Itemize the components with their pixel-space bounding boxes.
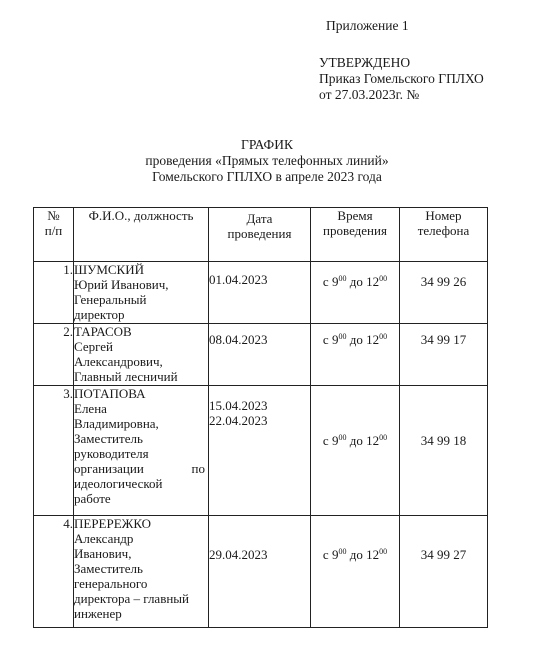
- time-to-minutes: 00: [379, 433, 388, 442]
- col-header-phone-line1: Номер: [425, 208, 462, 223]
- col-header-date-line1: Дата: [246, 211, 273, 226]
- time-from: с 9: [322, 433, 339, 448]
- order-label: Приказ Гомельского ГПЛХО: [319, 71, 484, 86]
- date-cell: [209, 386, 311, 516]
- time-cell: [311, 516, 400, 628]
- doc-subtitle-2: Гомельского ГПЛХО в апреле 2023 года: [152, 169, 382, 184]
- person-name-word: организации: [74, 461, 144, 476]
- date-value: 08.04.2023: [209, 332, 268, 347]
- col-header-date-line2: проведения: [227, 226, 292, 241]
- col-header-num-line2: п/п: [44, 223, 63, 238]
- date-value: 01.04.2023: [209, 272, 268, 287]
- col-header-date: [209, 208, 311, 262]
- time-to: до 12: [346, 547, 380, 562]
- person-name-word: по: [191, 461, 205, 476]
- person-name-line: Заместитель: [74, 431, 143, 446]
- person-name-line: Генеральный: [74, 292, 147, 307]
- person-name-line: ТАРАСОВ: [74, 324, 132, 339]
- time-from-minutes: 00: [338, 274, 347, 283]
- col-header-time-line1: Время: [337, 208, 373, 223]
- person-cell: [74, 262, 209, 324]
- person-name-line: Владимировна,: [74, 416, 159, 431]
- date-value: 29.04.2023: [209, 547, 268, 562]
- schedule-table: [33, 207, 488, 628]
- time-from: с 9: [322, 332, 339, 347]
- person-name-line: ПОТАПОВА: [74, 386, 146, 401]
- time-from-minutes: 00: [338, 547, 347, 556]
- person-name-line: работе: [74, 491, 111, 506]
- doc-subtitle: проведения «Прямых телефонных линий»: [145, 153, 389, 168]
- col-header-num-line1: №: [47, 208, 60, 223]
- time-from: с 9: [322, 547, 339, 562]
- person-name-line: Александрович,: [74, 354, 163, 369]
- time-to: до 12: [346, 433, 380, 448]
- time-to-minutes: 00: [379, 332, 388, 341]
- phone-cell: 34 99 27: [400, 516, 488, 628]
- person-name-line: Сергей: [74, 339, 113, 354]
- col-header-time-line2: проведения: [323, 223, 387, 238]
- person-name-line: ПЕРЕРЕЖКО: [74, 516, 152, 531]
- person-name-line: Юрий Иванович,: [74, 277, 169, 292]
- person-name-line: директора – главный: [74, 591, 189, 606]
- date-cell: [209, 324, 311, 386]
- time-cell: [311, 386, 400, 516]
- col-header-phone-line2: телефона: [417, 223, 470, 238]
- time-cell: [311, 324, 400, 386]
- table-row: [34, 386, 488, 516]
- row-number: 2.: [34, 324, 74, 386]
- order-date: от 27.03.2023г. №: [319, 87, 420, 102]
- person-name-line: директор: [74, 307, 125, 322]
- person-name-line: инженер: [74, 606, 122, 621]
- row-number: 4.: [34, 516, 74, 628]
- person-name-line: генерального: [74, 576, 148, 591]
- phone-cell: 34 99 17: [400, 324, 488, 386]
- person-name-line: [74, 461, 208, 476]
- person-cell: [74, 324, 209, 386]
- col-header-time: [311, 208, 400, 262]
- person-name-line: Иванович,: [74, 546, 132, 561]
- date-cell: [209, 516, 311, 628]
- row-number: 3.: [34, 386, 74, 516]
- time-from: с 9: [322, 274, 339, 289]
- date-value: 15.04.2023: [209, 398, 268, 413]
- table-row: [34, 262, 488, 324]
- time-cell: [311, 262, 400, 324]
- table-row: [34, 516, 488, 628]
- phone-cell: 34 99 26: [400, 262, 488, 324]
- col-header-phone: [400, 208, 488, 262]
- time-to-minutes: 00: [379, 274, 388, 283]
- person-name-line: руководителя: [74, 446, 149, 461]
- date-value: 22.04.2023: [209, 413, 268, 428]
- date-cell: [209, 262, 311, 324]
- person-cell: [74, 386, 209, 516]
- appendix-label: Приложение 1: [326, 18, 409, 33]
- person-name-line: Александр: [74, 531, 134, 546]
- person-name-line: Главный лесничий: [74, 369, 178, 384]
- time-from-minutes: 00: [338, 433, 347, 442]
- doc-title: ГРАФИК: [241, 137, 293, 152]
- phone-cell: 34 99 18: [400, 386, 488, 516]
- time-to: до 12: [346, 274, 380, 289]
- person-name-line: ШУМСКИЙ: [74, 262, 144, 277]
- row-number: 1.: [34, 262, 74, 324]
- col-header-num: [34, 208, 74, 262]
- person-name-line: Елена: [74, 401, 107, 416]
- col-header-name: Ф.И.О., должность: [74, 208, 209, 262]
- approved-label: УТВЕРЖДЕНО: [319, 55, 411, 70]
- table-header-row: [34, 208, 488, 262]
- time-to: до 12: [346, 332, 380, 347]
- person-name-line: Заместитель: [74, 561, 143, 576]
- time-to-minutes: 00: [379, 547, 388, 556]
- table-row: [34, 324, 488, 386]
- time-from-minutes: 00: [338, 332, 347, 341]
- person-cell: [74, 516, 209, 628]
- person-name-line: идеологической: [74, 476, 163, 491]
